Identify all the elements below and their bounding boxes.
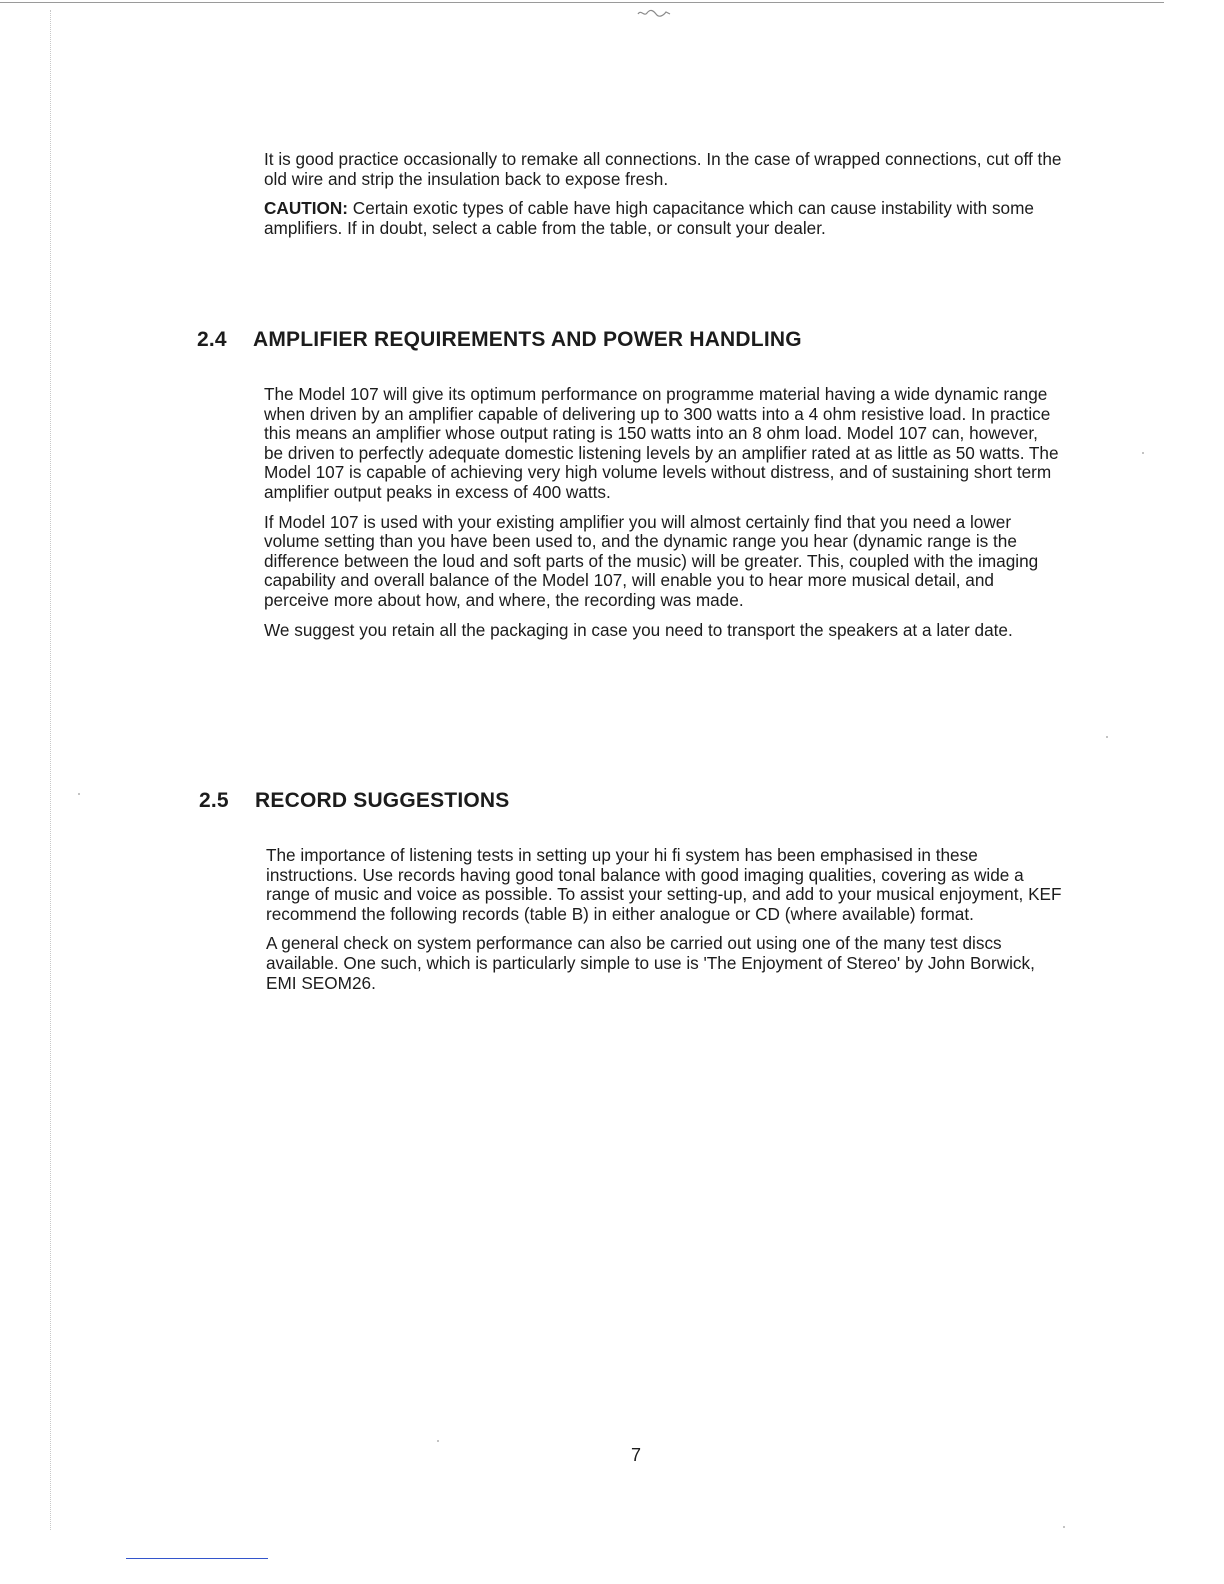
scan-speck [1106,736,1108,738]
top-border-line [0,2,1164,3]
section-2-4-heading [197,328,802,352]
section-2-4-paragraph-3: We suggest you retain all the packaging in case you need to transport the speakers at a later date. [264,619,1013,640]
scan-mark-icon [637,8,671,18]
section-2-4-paragraph-2: If Model 107 is used with your existing amplifier you will almost certainly find that you need a lower volume setting than you have been used to, and the dynamic range you hear (dynamic range is the difference between the loud and soft parts of the music) will be greater. This, coupled with the imaging capability and overall balance of the Model 107, will enable you to hear more musical detail, and perceive more about how, and where, the recording was made. [264,511,1039,610]
scan-speck [78,793,80,795]
caution-paragraph [264,199,1064,238]
section-2-5-paragraph-2: A general check on system performance can also be carried out using one of the many test discs available. One such, which is particularly simple to use is 'The Enjoyment of Stereo' by John Borwick, EMI SEOM26. [266,933,1035,993]
section-2-5-title: RECORD SUGGESTIONS [255,789,510,812]
section-2-4-body [264,385,1060,650]
section-2-5-number: 2.5 [199,789,229,812]
intro-paragraph: It is good practice occasionally to remake all connections. In the case of wrapped connections, cut off the old wire and strip the insulation back to expose fresh. [264,149,1062,189]
section-2-4-title: AMPLIFIER REQUIREMENTS AND POWER HANDLING [253,328,802,351]
section-2-5-heading [199,789,509,813]
left-scan-edge [50,10,51,1530]
caution-label: CAUTION: [264,198,349,219]
page-number: 7 [631,1445,642,1465]
scan-speck [1063,1526,1065,1528]
section-2-5-body [266,846,1062,1003]
intro-block [264,150,1064,248]
bottom-blue-line [126,1558,268,1559]
scan-speck [437,1440,439,1442]
section-2-4-number: 2.4 [197,328,227,351]
section-2-4-paragraph-1: The Model 107 will give its optimum performance on programme material having a wide dynamic range when driven by an amplifier capable of delivering up to 300 watts into a 4 ohm resistive load. In practice this means an amplifier whose output rating is 150 watts into an 8 ohm load. Model 107 can, however, be driven to perfectly adequate domestic listening levels by an amplifier rated at as little as 50 watts. The Model 107 is capable of achieving very high volume levels without distress, and of sustaining short term amplifier output peaks in excess of 400 watts. [264,384,1059,502]
section-2-5-paragraph-1: The importance of listening tests in setting up your hi fi system has been emphasised in these instructions. Use records having good tonal balance with good imaging qualities, covering as wide a range of music and voice as possible. To assist your setting-up, and add to your musical enjoyment, KEF recommend the following records (table B) in either analogue or CD (where available) format. [266,845,1062,924]
scan-speck [1142,452,1144,454]
caution-text: Certain exotic types of cable have high capacitance which can cause instability with some amplifiers. If in doubt, select a cable from the table, or consult your dealer. [264,198,1034,238]
